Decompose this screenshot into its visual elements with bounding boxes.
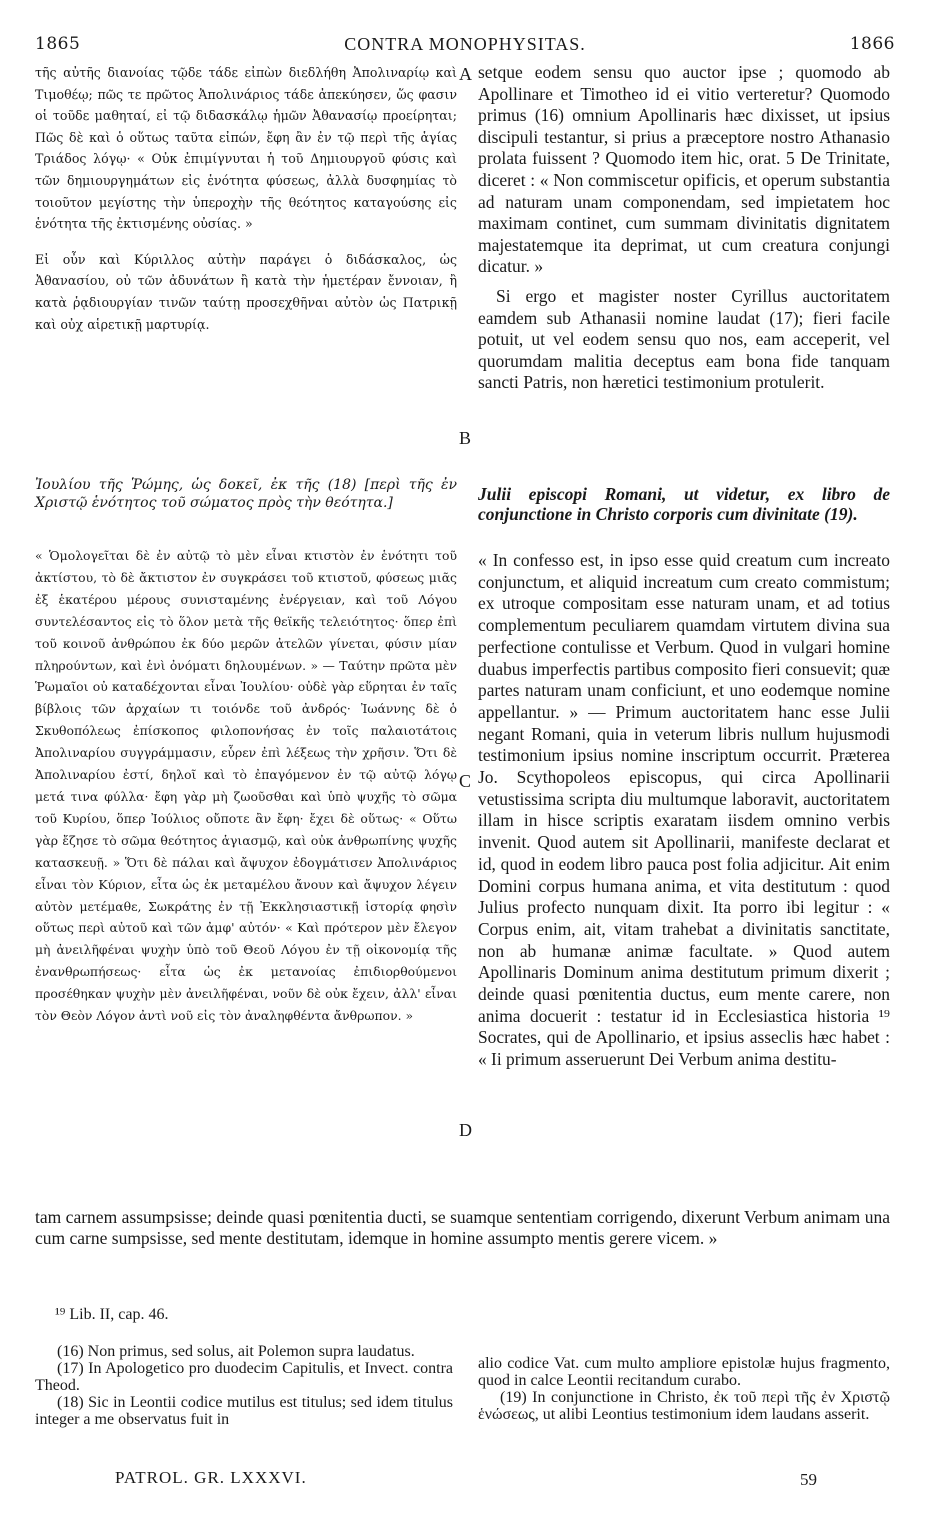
latin-paragraph-3: « In confesso est, in ipso esse quid creatum cum increato conjunctum, et aliquid increatum cum creato commistum; ex utroque compositam esse naturam unam, et ad totius complementum peculiarem quamdam virtutem divina sua perfectione contulisse et Verbum. Quod in vulgari homine duabus imperfectis partibus composito fieri consuevit; quæ partes naturam unam conficiunt, et uno eodemque nomine appellantur. » — Primum auctoritatem hanc esse Julii negant Romani, quia in veterum libris nullum hujusmodi testimonium ipsius nomine inscriptum occurrit. Præterea Jo. Scythopoleos episcopus, qui circa Apollinarii vetustissima scripta diu multumque laboravit, auctoritatem illam in hisce scriptis exaratam iisdem omnino verbis invenit. Quod autem sit Apollinarii, manifeste declarat et id, quod in eodem libro pauca post folia adjicitur. Ait enim Domini corpus humana anima, et vita destitutum : quod Julius profecto nunquam dixit. Ita porro ibi legitur : « Corpus enim, ait, vitam trahebat a divinitatis sanctitate, non ab humanæ animæ facultate. » Quod autem Apollinaris Dominum anima destitutum primum dixerit ; deinde quasi pœnitentia ductus, eum mente carere, non anima docuerit : testatur id in Ecclesiastica historia ¹⁹ Socrates, qui de Apollinario, et ipsius asseclis hæc habet : « Ii primum asseruerunt Dei Verbum anima destitu-	[478, 550, 890, 1070]
latin-paragraph-1: setque eodem sensu quo auctor ipse ; quomodo ab Apollinare et Timotheo id ei vitio verteretur? Quomodo primus (16) omnium Apollinaris hæc dixisset, ut ipsius discipuli testantur, si prius a præceptore nostro Athanasio prolata fuissent ? Quomodo item hic, orat. 5 De Trinitate, diceret : « Non commiscetur opificis, et operum substantia ad naturam unam componendam, sed impietatem hoc maximam continet, cum summam divinitatis dignitatem majestatemque ita deprimat, ut cum creatura conjungi dicatur. »	[478, 62, 890, 277]
notes-left	[35, 1343, 453, 1428]
notes-right	[478, 1355, 890, 1423]
latin-continuation: tam carnem assumpsisse; deinde quasi pœnitentia ducti, se suamque sententiam corrigendo, dixerunt Verbum animam una cum carne sumpsisse, sed mente destitutam, idemque in homine assumpto mentis gerere vicem. »	[35, 1207, 890, 1248]
signature-number: 59	[800, 1470, 817, 1489]
greek-column	[35, 62, 457, 335]
margin-letter-d: D	[459, 1120, 472, 1140]
footnote-reference: ¹⁹ Lib. II, cap. 46.	[55, 1306, 169, 1323]
page-number-left: 1865	[35, 34, 81, 54]
page-number-right: 1866	[849, 34, 895, 54]
latin-section-title: Julii episcopi Romani, ut videtur, ex libro de conjunctione in Christo corporis cum divinitate (19).	[478, 484, 890, 524]
greek-paragraph-1: τῆς αὐτῆς διανοίας τῷδε τάδε εἰπὼν διεδλήθη Ἀπολιναρίῳ καὶ Τιμοθέῳ; πῶς τε πρῶτος Ἀπολινάριος τάδε ἀπεκύησεν, ὥς φασιν οἱ τοῦδε μαθηταί, εἰ τῷ διδασκάλῳ ἡμῶν Ἀθανασίῳ προείρηται; Πῶς δὲ καὶ ὁ οὕτως ταῦτα εἰπών, ἔφη ἂν ἐν τῷ περὶ τῆς ἁγίας Τριάδος λόγῳ· « Οὐκ ἐπιμίγνυται ἡ τοῦ Δημιουργοῦ φύσις καὶ τῶν δημιουργημάτων εἰς ἑνότητα φύσεως, ἀλλὰ δυσφημίας τὸ τοιοῦτον μεγίστης τὴν ὑπεροχὴν τῆς θεότητος καταγούσης εἰς ἑνότητα τῆς ἐκτισμένης οὐσίας. »	[35, 65, 457, 232]
running-title: CONTRA MONOPHYSITAS.	[344, 34, 586, 54]
patrologia-reference: PATROL. GR. LXXXVI.	[115, 1468, 307, 1487]
note-16: (16) Non primus, sed solus, ait Polemon supra laudatus.	[57, 1343, 415, 1360]
note-17: (17) In Apologetico pro duodecim Capitulis, et Invect. contra Theod.	[35, 1360, 453, 1394]
greek-paragraph-3: « Ὁμολογεῖται δὲ ἐν αὐτῷ τὸ μὲν εἶναι κτιστὸν ἐν ἑνότητι τοῦ ἀκτίστου, τὸ δὲ ἄκτιστον ἐν συγκράσει τοῦ κτιστοῦ, φύσεως μιᾶς ἐξ ἑκατέρου μέρους συνισταμένης ἐνέργειαν, καὶ τοῦ Λόγου συντελέσαντος εἰς τὸ ὅλον μετὰ τῆς θεϊκῆς τελειότητος· ὅπερ ἐπὶ τοῦ κοινοῦ ἀνθρώπου ἐκ δύο μερῶν ἀτελῶν γίνεται, φύσιν μίαν πληρούντων, καὶ ἑνὶ ὀνόματι δηλουμένων. » — Ταύτην πρῶτα μὲν Ῥωμαῖοι οὐ καταδέχονται εἶναι Ἰουλίου· οὐδὲ γὰρ εὕρηται ἐν ταῖς βίβλοις τῶν ἀρχαίων τι τοιόνδε τοῦ ἀνδρός· Ἰωάννης δὲ ὁ Σκυθοπόλεως ἐπίσκοπος φιλοπονήσας ἐν τοῖς παλαιοτάτοις Ἀπολιναρίου συγγράμμασιν, εὗρεν ἐπὶ λέξεως τὴν χρῆσιν. Ὅτι δὲ Ἀπολιναρίου ἐστί, δηλοῖ καὶ τὸ ἐπαγόμενον ἐν τῷ αὐτῷ λόγῳ μετά τινα φύλλα· ἔφη γὰρ μὴ ζωοῦσθαι καὶ ὑπὸ ψυχῆς τὸ σῶμα τοῦ Κυρίου, ὅπερ Ἰούλιος οὔποτε ἂν ἔφη· ἔχει δὲ οὕτως· « Οὕτω γὰρ ἔζησε τὸ σῶμα θεότητος ἁγιασμῷ, καὶ οὐκ ἀνθρωπίνης ψυχῆς κατασκευῇ. » Ὅτι δὲ πάλαι καὶ ἄψυχον ἐδογμάτισεν Ἀπολινάριος εἶναι τὸν Κύριον, εἶτα ὡς ἐκ μεταμέλου ἄνουν καὶ ἄψυχον λέγειν αὐτὸν μετέμαθε, Σωκράτης ἐν τῇ Ἐκκλησιαστικῇ ἱστορίᾳ φησὶν οὕτως περὶ αὐτοῦ καὶ τῶν ἀμφ' αὐτόν· « Καὶ πρότερον μὲν ἔλεγον μὴ ἀνειλῆφέναι ψυχὴν ὑπὸ τοῦ Θεοῦ Λόγου ἐν τῇ οἰκονομίᾳ τῆς ἐνανθρωπήσεως· εἶτα ὡς ἐκ μετανοίας ἐπιδιορθούμενοι προσέθηκαν ψυχὴν μὲν ἀνειλῆφέναι, νοῦν δὲ οὐκ ἔχειν, ἀλλ' εἶναι τὸν Θεὸν Λόγον ἀντὶ νοῦ εἰς τὸν ἀναληφθέντα ἄνθρωπον. »	[35, 548, 457, 1024]
margin-letter-b: B	[459, 428, 472, 448]
greek-paragraph-2: Εἰ οὖν καὶ Κύριλλος αὐτὴν παράγει ὁ διδάσκαλος, ὡς Ἀθανασίου, οὐ τῶν ἀδυνάτων ἢ κατὰ τὴν ἡμετέραν ἔννοιαν, ἢ κατὰ ῥᾳδιουργίαν τινῶν ταύτῃ προσεχθῆναι αὐτὸν ὡς Πατρικῇ καὶ οὐχ αἱρετικῇ μαρτυρίᾳ.	[35, 251, 457, 332]
note-18-continued: alio codice Vat. cum multo ampliore epistolæ hujus fragmento, quod in calce Leontii recitandum curabo.	[478, 1355, 890, 1389]
margin-letter-c: C	[459, 771, 472, 791]
latin-paragraph-2: Si ergo et magister noster Cyrillus auctoritatem eamdem sub Athanasii nomine laudat (17); fieri facile potuit, ut vel eodem sensu quo nos, eam acceperit, vel quorumdam malitia deceptus eam bona fide tanquam sancti Patris, non hæretici testimonium protulerit.	[478, 285, 890, 393]
note-19: (19) In conjunctione in Christo, ἐκ τοῦ περὶ τῆς ἐν Χριστῷ ἑνώσεως, ut alibi Leontius testimonium idem laudans asserit.	[478, 1389, 890, 1423]
greek-section-title: Ἰουλίου τῆς Ῥώμης, ὡς δοκεῖ, ἐκ τῆς (18) [περὶ τῆς ἐν Χριστῷ ἑνότητος τοῦ σώματος πρὸς τὴν θεότητα.]	[35, 477, 457, 511]
latin-column	[478, 62, 890, 394]
note-18: (18) Sic in Leontii codice mutilus est titulus; sed idem titulus integer a me observatus fuit in	[35, 1394, 453, 1428]
margin-letter-a: A	[459, 64, 472, 84]
